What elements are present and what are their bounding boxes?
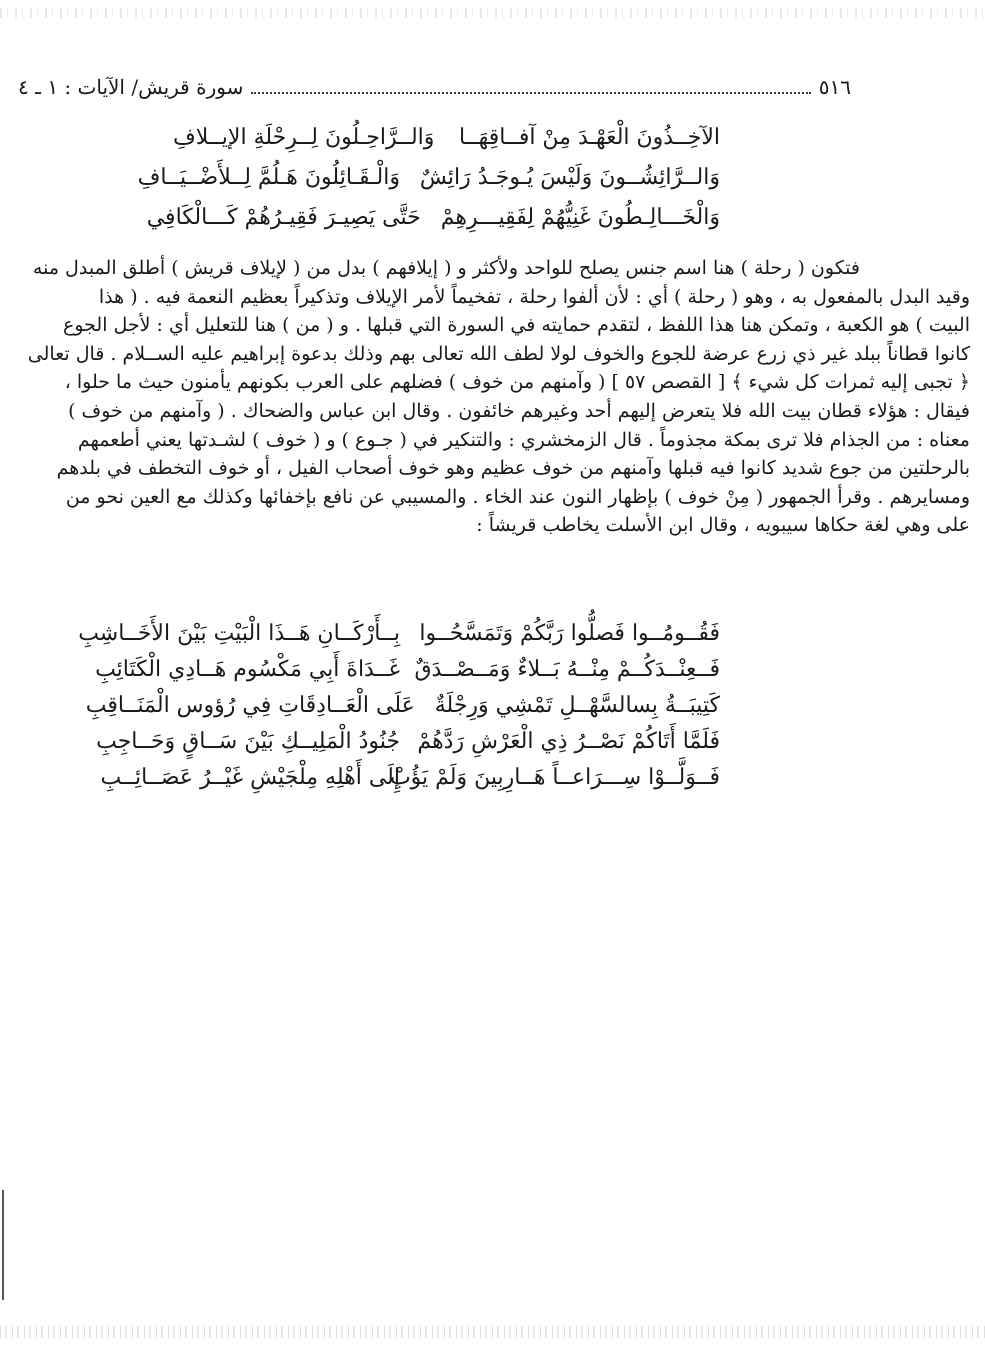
- poem-line: [78, 616, 720, 652]
- poem-line: [160, 118, 720, 158]
- hemistich-first: فَــعِنْــدَكُــمْ مِنْــهُ بَــلاءٌ وَمَــصْــدَقٌ: [414, 656, 720, 682]
- poem-line: [146, 198, 720, 238]
- poem-line: [137, 158, 720, 198]
- hemistich-first: فَلَمَّا أَتَاكُمْ نَصْــرُ ذِي الْعَرْشِ رَدَّهُمْ: [417, 728, 720, 754]
- hemistich-first: فَــوَلَّــوْا سِـــرَاعــاً هَــارِبِينَ وَلَمْ يَؤُبْ: [389, 764, 720, 790]
- page-number: ٥١٦: [818, 75, 851, 99]
- prose-line: وقيد البدل بالمفعول به ، وهو ( رحلة ) أي : لأن ألفوا رحلة ، تفخيماً لأمر الإيلاف وتذكيراً بعظيم النعمة فيه . ( هذا: [98, 285, 970, 308]
- header-dot-leader: [251, 80, 810, 94]
- prose-line: على وهي لغة حكاها سيبويه ، وقال ابن الأسلت يخاطب قريشاً :: [476, 514, 970, 537]
- scan-noise-bottom: [0, 1326, 985, 1338]
- page-header: [18, 72, 851, 102]
- prose-line: فيقال : هؤلاء قطان بيت الله فلا يتعرض إليهم أحد وغيرهم خائفون . وقال ابن عباس والضحاك . ( وآمنهم من خوف ): [68, 399, 970, 422]
- hemistich-second: إِلَى أَهْلِهِ مِلْجَيْشِ غَيْــرُ عَصَــائِــبِ: [100, 764, 400, 790]
- scan-noise-top: [0, 8, 985, 18]
- surah-title: سورة قريش/ الآيات : ١ ـ ٤: [18, 75, 244, 99]
- hemistich-first: وَالْخَـــالِـطُونَ غَنِيُّهُمْ لِفَقِيـــرِهِمْ: [440, 204, 720, 230]
- scan-edge-mark: [2, 1190, 4, 1300]
- hemistich-second: جُنُودُ الْمَلِيــكِ بَيْنَ سَــاقٍ وَحَــاجِبِ: [96, 728, 400, 754]
- hemistich-first: كَتِيبَــةُ بِسالسَّهْــلِ تَمْشِي وَرِجْلَةٌ: [434, 692, 720, 718]
- hemistich-second: غَــدَاةَ أَبِي مَكْسُوم هَــادِي الْكَتَائِبِ: [95, 656, 400, 682]
- hemistich-first: فَقُــومُــوا فَصلُّوا رَبَّكُمْ وَتَمَسَّحُــوا: [419, 620, 720, 646]
- prose-line: ﴿ تجبى إليه ثمرات كل شيء ﴾ [ القصص ٥٧ ] ( وآمنهم من خوف ) فضلهم على العرب بكونهم يأمنون حيث ما حلوا ،: [64, 371, 970, 394]
- hemistich-first: وَالــرَّائِشُــونَ وَلَيْسَ يُـوجَـدُ رَائِشٌ: [419, 164, 720, 190]
- hemistich-first: الآخِــذُونَ الْعَهْـدَ مِنْ آفــاقِهَــا: [458, 124, 720, 150]
- poem-line: [95, 652, 720, 688]
- poem-top: [137, 118, 720, 238]
- prose-line: البيت ) هو الكعبة ، وتمكن هنا هذا اللفظ ، لتقدم حمايته في السورة التي قبلها . و ( من ) هنا للتعليل أي : لأجل الجوع: [63, 314, 970, 337]
- poem-bottom: [78, 616, 720, 796]
- prose-line: معناه : من الجذام فلا ترى بمكة مجذوماً . قال الزمخشري : والتنكير في ( جـوع ) و ( خوف ) لشـدتها يعني أطعمهم: [77, 428, 970, 451]
- hemistich-second: حَتَّى يَصِيـرَ فَقِيـرُهُمْ كَـــالْكَافِي: [146, 204, 421, 230]
- poem-line: [85, 688, 720, 724]
- poem-line: [100, 760, 720, 796]
- prose-line: بالرحلتين من جوع شديد كانوا فيه قبلها وآمنهم من خوف عظيم وهو خوف أصحاب الفيل ، أو خوف التخطف في بلدهم: [56, 457, 970, 480]
- prose-line: كانوا قطاناً ببلد غير ذي زرع عرضة للجوع والخوف لولا لطف الله تعالى بهم وذلك بدعوة إبراهيم عليه الســلام . قال تعالى: [27, 342, 970, 365]
- commentary-text: [18, 254, 970, 540]
- hemistich-second: وَالــرَّاحِـلُونَ لِــرِحْلَةِ الإيــلافِ: [172, 124, 435, 150]
- prose-line: فتكون ( رحلة ) هنا اسم جنس يصلح للواحد ولأكثر و ( إيلافهم ) بدل من ( لإيلاف قريش ) أطلق المبدل منه: [32, 257, 860, 279]
- hemistich-second: عَلَى الْعَــادِقَاتِ فِي رُؤوس الْمَنَــاقِبِ: [85, 692, 415, 718]
- hemistich-second: وَالْـقَـائِلُونَ هَـلُمَّ لِــلأَضْــيَــافِ: [137, 164, 400, 190]
- poem-line: [96, 724, 720, 760]
- prose-line: ومسايرهم . وقرأ الجمهور ( مِنْ خوف ) بإظهار النون عند الخاء . والمسيبي عن نافع بإخفائها وكذلك مع العين نحو من: [65, 485, 970, 508]
- hemistich-second: بِــأَرْكَــانِ هَــذَا الْبَيْتِ بَيْنَ الأَخَــاشِبِ: [78, 620, 400, 646]
